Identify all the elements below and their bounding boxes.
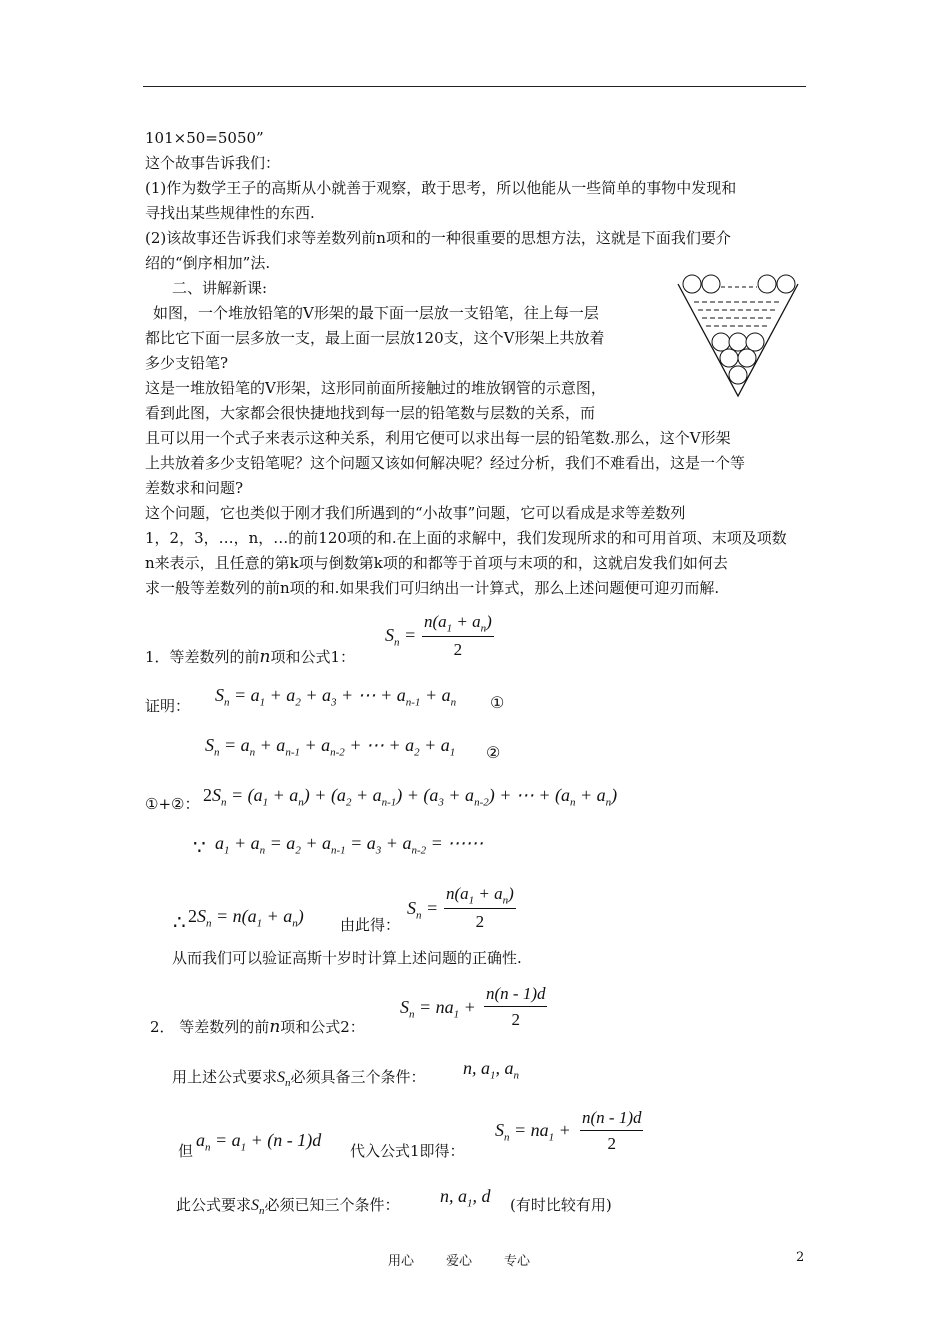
footer-word: 用心 [388,1254,415,1269]
equation-sum: $2S_n = (a_1 + a_n) + (a_2 + a_{n-1}) + (a_3 + a_{n-2})$ + ⋯ + $(a_n + a_n)$ [203,785,618,809]
text-line: 如图，一个堆放铅笔的V形架的最下面一层放一支铅笔，往上每一层 [153,304,599,322]
formula2-repeat-fraction: $\frac{n(n - 1)d}{2}$ [582,1108,642,1153]
equation-1: $S_n = a_1 + a_2 + a_3$ + ⋯ + $a_{n-1} + a_n$ [215,685,457,709]
text-line: 多少支铅笔? [145,354,229,372]
equation-result: $2S_n = n(a_1 + a_n)$ [188,906,304,930]
text-line: (1)作为数学王子的高斯从小就善于观察，敢于思考，所以他能从一些简单的事物中发现和 [145,179,737,197]
text-line: 101×50=5050” [145,129,264,147]
formula2-label: 2． 等差数列的前n项和公式2： [150,1017,365,1037]
formula2-fraction: $\frac{n(n - 1)d}{2}$ [486,984,546,1029]
because-symbol: ∵ [193,837,206,859]
proof-label: 证明： [145,697,191,715]
footer-word: 专心 [504,1254,531,1269]
but-label: 但 [178,1142,194,1160]
formula1-repeat-fraction: $\frac{n(a_1 + a_n)}{2}$ [446,884,514,932]
marker-1: ① [490,693,505,712]
text-line: 求一般等差数列的前n项的和.如果我们可归纳出一计算式，那么上述问题便可迎刃而解. [145,579,720,597]
text-line: 且可以用一个式子来表示这种关系，利用它便可以求出每一层的铅笔数.那么，这个V形架 [145,429,731,447]
text-line: 这个故事告诉我们： [145,154,281,172]
text-line: 从而我们可以验证高斯十岁时计算上述问题的正确性. [172,949,522,967]
formula1-repeat-lhs: $S_n$ = [407,898,439,922]
formula2-lhs: $S_n = na_1$ + [400,997,476,1021]
hence-label: 由此得： [340,916,401,934]
general-term: $a_n = a_1 + (n - 1)d$ [196,1130,322,1154]
footer-word: 爱心 [446,1254,473,1269]
text-line: (2)该故事还告诉我们求等差数列前n项和的一种很重要的思想方法，这就是下面我们要介 [145,229,731,247]
page-number: 2 [796,1250,805,1265]
section-heading: 二、讲解新课: [172,279,268,297]
equation-pairs: $a_1 + a_n = a_2 + a_{n-1} = a_3 + a_{n-2}$ = ⋯⋯ [215,833,484,857]
conditions-2: n, $a_1$, d [440,1186,491,1210]
text-line: 1，2，3，…，n，…的前120项的和.在上面的求解中，我们发现所求的和可用首项、末项及项数 [145,529,787,547]
condition-line-2: 此公式要求$S_n$必须已知三个条件： [176,1196,400,1218]
sum-label: ①+②： [145,795,200,813]
equation-2: $S_n = a_n + a_{n-1} + a_{n-2}$ + ⋯ + $a_2 + a_1$ [205,735,456,759]
text-line: 看到此图，大家都会很快捷地找到每一层的铅笔数与层数的关系，而 [145,404,596,422]
text-line: 这个问题，它也类似于刚才我们所遇到的“小故事”问题，它可以看成是求等差数列 [145,504,686,522]
conditions-1: n, $a_1$, $a_n$ [463,1058,519,1082]
text-line: 寻找出某些规律性的东西. [145,204,315,222]
formula1-lhs: $S_n$ = [385,625,417,649]
formula1-label: 1．等差数列的前n项和公式1： [145,647,356,667]
useful-note: (有时比较有用) [510,1196,612,1214]
text-line: 都比它下面一层多放一支，最上面一层放120支，这个V形架上共放着 [145,329,605,347]
text-line: 这是一堆放铅笔的V形架，这形同前面所接触过的堆放钢管的示意图， [145,379,606,397]
v-rack-figure [674,272,804,402]
header-rule [143,86,806,87]
text-line: n来表示，且任意的第k项与倒数第k项的和都等于首项与末项的和，这就启发我们如何去 [145,554,728,572]
formula1-fraction: $\frac{n(a_1 + a_n)}{2}$ [424,612,492,660]
therefore-symbol: ∴ [173,912,186,934]
text-line: 上共放着多少支铅笔呢？这个问题又该如何解决呢？经过分析，我们不难看出，这是一个等 [145,454,746,472]
text-line: 差数求和问题? [145,479,244,497]
substitute-label: 代入公式1即得： [350,1142,465,1160]
marker-2: ② [486,743,501,762]
formula2-repeat-lhs: $S_n = na_1$ + [495,1120,571,1144]
condition-line-1: 用上述公式要求$S_n$必须具备三个条件： [172,1068,426,1090]
text-line: 绍的“倒序相加”法. [145,254,271,272]
